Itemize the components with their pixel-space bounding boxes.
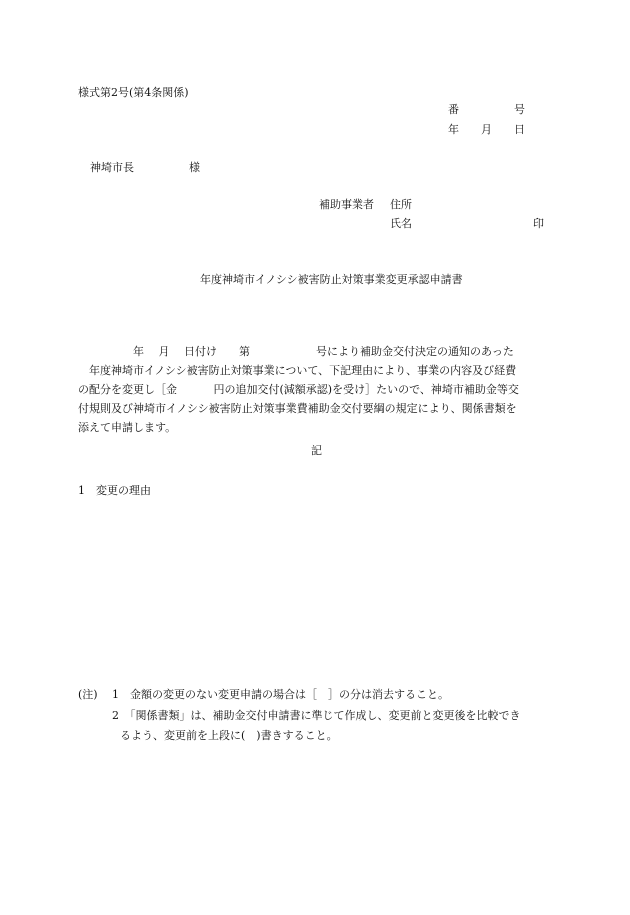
note-item-1: 1 金額の変更のない変更申請の場合は［ ］の分は消去すること。 — [112, 688, 449, 701]
body-line: の配分を変更し［金 円の追加交付(減額承認)を受け］たいので、神埼市補助金等交 — [78, 383, 519, 396]
document-number-line: 番 号 — [448, 103, 525, 116]
applicant-name-label: 氏名 — [390, 217, 412, 230]
note-item-2-continued: るよう、変更前を上段に( )書きすること。 — [120, 729, 338, 742]
seal-mark: 印 — [533, 217, 544, 230]
body-line: 年 月 日付け 第 号により補助金交付決定の通知のあった — [78, 345, 514, 358]
ki-heading: 記 — [311, 444, 322, 457]
body-line: 年度神埼市イノシシ被害防止対策事業について、下記理由により、事業の内容及び経費 — [78, 364, 517, 377]
body-line: 添えて申請します。 — [78, 421, 177, 434]
applicant-role: 補助事業者 — [319, 198, 374, 211]
addressee: 神埼市長 様 — [90, 161, 200, 174]
document-title: 年度神埼市イノシシ被害防止対策事業変更承認申請書 — [200, 273, 463, 286]
body-line: 付規則及び神埼市イノシシ被害防止対策事業費補助金交付要綱の規定により、関係書類を — [78, 402, 517, 415]
section-change-reason: 1 変更の理由 — [78, 484, 151, 497]
form-label: 様式第2号(第4条関係) — [78, 86, 189, 99]
document-date-line: 年 月 日 — [448, 123, 525, 136]
application-body — [78, 342, 548, 437]
note-item-2: 2 「関係書類」は、補助金交付申請書に準じて作成し、変更前と変更後を比較でき — [112, 709, 521, 722]
applicant-address-label: 住所 — [390, 198, 412, 211]
notes-prefix: (注) — [78, 688, 98, 701]
